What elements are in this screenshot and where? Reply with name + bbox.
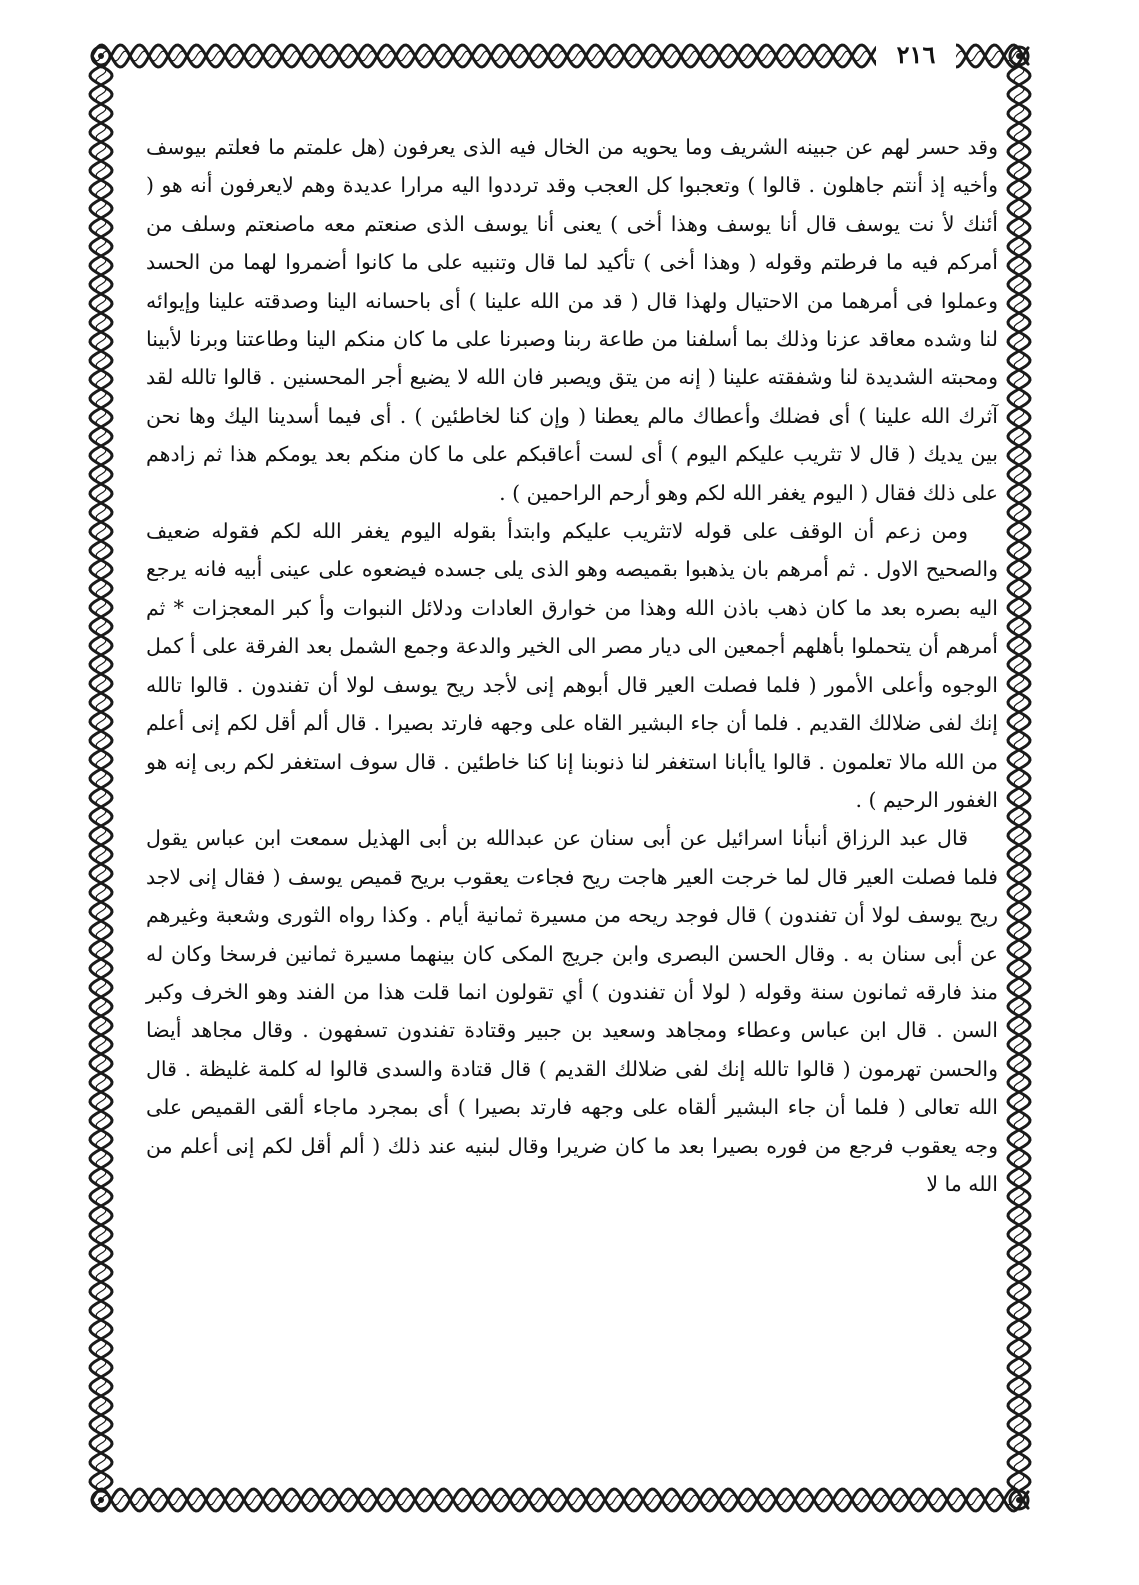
paragraph-1: وقد حسر لهم عن جبينه الشريف وما يحويه من الخال فيه الذى يعرفون (هل علمتم ما فعلتم بيوسف وأخيه إذ أنتم جاهلون . قالوا ) وتعجبوا كل العجب وقد ترددوا اليه مرارا عديدة وهم لايعرفون أنه هو ( أئنك لأ نت يوسف قال أنا يوسف وهذا أخى ) يعنى أنا يوسف الذى صنعتم معه ماصنعتم وسلف من أمركم فيه ما فرطتم وقوله ( وهذا أخى ) تأكيد لما قال وتنبيه على ما كانوا أضمروا لهما من الحسد وعملوا فى أمرهما من الاحتيال ولهذا قال ( قد من الله علينا ) أى باحسانه الينا وصدقته علينا وإيوائه لنا وشده معاقد عزنا وذلك بما أسلفنا من طاعة ربنا وصبرنا على ما كان منكم الينا وطاعتنا وبرنا لأبينا ومحبته الشديدة لنا وشفقته علينا ( إنه من يتق ويصبر فان الله لا يضيع أجر المحسنين . قالوا تالله لقد آثرك الله علينا ) أى فضلك وأعطاك مالم يعطنا ( وإن كنا لخاطئين ) . أى فيما أسدينا اليك وها نحن بين يديك ( قال لا تثريب عليكم اليوم ) أى لست أعاقبكم على ما كان منكم بعد يومكم هذا ثم زادهم على ذلك فقال ( اليوم يغفر الله لكم وهو أرحم الراحمين ) . [146, 135, 998, 505]
page-body-text [146, 128, 998, 1203]
paragraph-3: قال عبد الرزاق أنبأنا اسرائيل عن أبى سنان عن عبدالله بن أبى الهذيل سمعت ابن عباس يقول فلما فصلت العير قال لما خرجت العير هاجت ريح فجاءت يعقوب بريح قميص يوسف ( فقال إنى لاجد ريح يوسف لولا أن تفندون ) قال فوجد ريحه من مسيرة ثمانية أيام . وكذا رواه الثورى وشعبة وغيرهم عن أبى سنان به . وقال الحسن البصرى وابن جريج المكى كان بينهما مسيرة ثمانين فرسخا وكان له منذ فارقه ثمانون سنة وقوله ( لولا أن تفندون ) أي تقولون انما قلت هذا من الفند وهو الخرف وكبر السن . قال ابن عباس وعطاء ومجاهد وسعيد بن جبير وقتادة تفندون تسفهون . وقال مجاهد أيضا والحسن تهرمون ( قالوا تالله إنك لفى ضلالك القديم ) قال قتادة والسدى قالوا له كلمة غليظة . قال الله تعالى ( فلما أن جاء البشير ألقاه على وجهه فارتد بصيرا ) أى بمجرد ماجاء ألقى القميص على وجه يعقوب فرجع من فوره بصيرا بعد ما كان ضريرا وقال لبنيه عند ذلك ( ألم أقل لكم إنى أعلم من الله ما لا [146, 826, 998, 1196]
page-number: ٢١٦ [876, 40, 956, 70]
paragraph-2: ومن زعم أن الوقف على قوله لاتثريب عليكم وابتدأ بقوله اليوم يغفر الله لكم فقوله ضعيف والصحيح الاول . ثم أمرهم بان يذهبوا بقميصه وهو الذى يلى جسده فيضعوه على عينى أبيه فانه يرجع اليه بصره بعد ما كان ذهب باذن الله وهذا من خوارق العادات ودلائل النبوات وأ كبر المعجزات * ثم أمرهم أن يتحملوا بأهلهم أجمعين الى ديار مصر الى الخير والدعة وجمع الشمل بعد الفرقة على أ كمل الوجوه وأعلى الأمور ( فلما فصلت العير قال أبوهم إنى لأجد ريح يوسف لولا أن تفندون . قالوا تالله إنك لفى ضلالك القديم . فلما أن جاء البشير القاه على وجهه فارتد بصيرا . قال ألم أقل لكم إنى أعلم من الله مالا تعلمون . قالوا ياأبانا استغفر لنا ذنوبنا إنا كنا خاطئين . قال سوف استغفر لكم ربى إنه هو الغفور الرحيم ) . [146, 519, 998, 812]
